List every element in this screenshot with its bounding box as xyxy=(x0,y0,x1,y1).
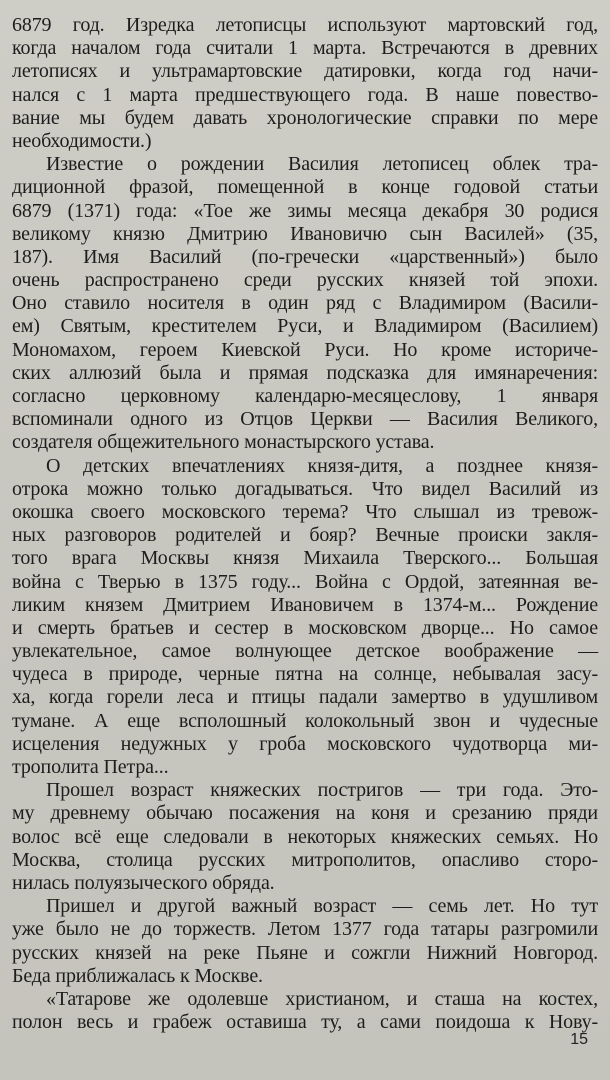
text-line: согласно церковному календарю-месяцеслову, 1 января xyxy=(12,385,598,407)
text-line: Известие о рождении Василия летописец облек тра- xyxy=(46,153,598,176)
text-line: Москва, столица русских митрополитов, опасливо сторо- xyxy=(12,848,598,871)
text-line: чудеса в природе, черные пятна на солнце, небывалая засу- xyxy=(12,663,598,686)
text-line: трополита Петра... xyxy=(12,756,169,778)
text-line: О детских впечатлениях князя-дитя, а позднее князя- xyxy=(46,454,598,477)
text-line: полон весь и грабеж оставиша ту, а сами поидоша к Нову- xyxy=(12,1011,598,1034)
text-line: когда началом года считали 1 марта. Встречаются в древних xyxy=(12,37,598,60)
text-line: война с Тверью в 1375 году... Война с Ордой, затеянная ве- xyxy=(12,570,598,593)
text-line: великому князю Дмитрию Ивановичю сын Василей» (35, xyxy=(12,222,598,245)
text-line: увлекательное, самое волнующее детское воображение — xyxy=(12,640,598,663)
text-line: исцеления недужных у гроба московского чудотворца ми- xyxy=(12,732,598,755)
text-line: отрока можно только догадываться. Что видел Василий из xyxy=(12,477,598,500)
text-line: Прошел возраст княжеских постригов — три года. Это- xyxy=(46,779,598,802)
text-line: ха, когда горели леса и птицы падали замертво в удушливом xyxy=(12,686,598,709)
text-line: ских аллюзий была и прямая подсказка для имянаречения: xyxy=(12,361,598,384)
text-line: волос всё еще следовали в некоторых княжеских семьях. Но xyxy=(12,825,598,848)
text-line: Оно ставило носителя в один ряд с Владимиром (Васили- xyxy=(12,292,598,315)
text-line: нилась полуязыческого обряда. xyxy=(12,871,275,894)
text-line: необходимости.) xyxy=(12,129,152,152)
text-line: и смерть братьев и сестер в московском дворце... Но самое xyxy=(12,616,598,639)
text-line: 187). Имя Василий (по-гречески «царственный») было xyxy=(12,245,598,268)
text-line: ных разговоров родителей и бояр? Вечные происки закля- xyxy=(12,524,598,547)
text-line: 6879 год. Изредка летописцы используют мартовский год, xyxy=(12,14,598,36)
text-line: русских князей на реке Пьяне и сожгли Нижний Новгород. xyxy=(12,941,598,964)
text-line: Беда приближалась к Москве. xyxy=(12,964,263,987)
text-line: уже было не до торжеств. Летом 1377 года татары разгромили xyxy=(12,918,598,941)
text-line: му древнему обычаю посажения на коня и срезанию пряди xyxy=(12,802,598,825)
text-line: того врага Москвы князя Михаила Тверского... Большая xyxy=(12,547,598,570)
text-line: Пришел и другой важный возраст — семь лет. Но тут xyxy=(46,895,598,918)
text-line: вспоминали одного из Отцов Церкви — Василия Великого, xyxy=(12,408,598,431)
body-text xyxy=(12,14,598,1034)
text-line: «Татарове же одолевше христианом, и сташа на костех, xyxy=(46,987,598,1010)
text-line: создателя общежительного монастырского устава. xyxy=(12,431,435,454)
text-line: Мономахом, героем Киевской Руси. Но кроме историче- xyxy=(12,338,598,361)
text-line: тумане. А еще всполошный колокольный звон и чудесные xyxy=(12,709,598,732)
text-line: 6879 (1371) года: «Тое же зимы месяца декабря 30 родися xyxy=(12,199,598,222)
text-line: диционной фразой, помещенной в конце годовой статьи xyxy=(12,176,598,199)
text-line: нался с 1 марта предшествующего года. В наше повество- xyxy=(12,83,598,106)
text-line: ем) Святым, крестителем Руси, и Владимиром (Василием) xyxy=(12,315,598,338)
text-line: очень распространено среди русских князей той эпохи. xyxy=(12,269,598,292)
text-line: окошка своего московского терема? Что слышал из тревож- xyxy=(12,500,598,523)
text-line: вание мы будем давать хронологические справки по мере xyxy=(12,106,598,129)
text-line: летописях и ультрамартовские датировки, когда год начи- xyxy=(12,60,598,83)
text-line: ликим князем Дмитрием Ивановичем в 1374-м... Рождение xyxy=(12,593,598,616)
page-number: 15 xyxy=(570,1031,588,1048)
